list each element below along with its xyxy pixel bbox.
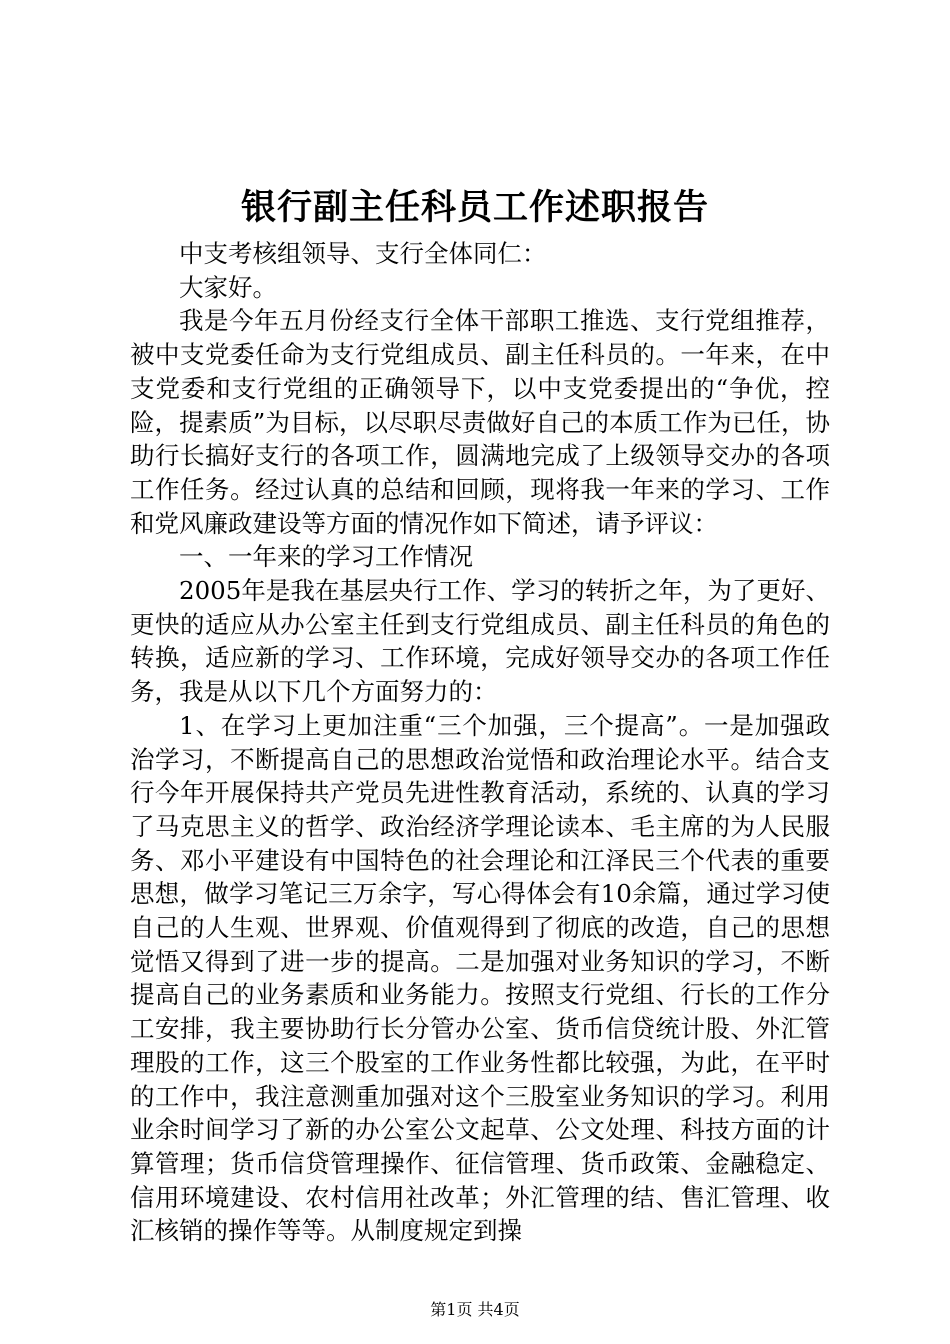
body-paragraph: 我是今年五月份经支行全体干部职工推选、支行党组推荐，被中支党委任命为支行党组成员、副主任科员的。一年来，在中支党委和支行党组的正确领导下，以中支党委提出的“争优，控险，提素质”为目标，以尽职尽责做好自己的本质工作为已任，协助行长搞好支行的各项工作，圆满地完成了上级领导交办的各项工作任务。经过认真的总结和回顾，现将我一年来的学习、工作和党风廉政建设等方面的情况作如下简述，请予评议：: [130, 306, 830, 538]
page-footer: 第1页 共4页: [430, 1300, 520, 1319]
body-paragraph: 2005年是我在基层央行工作、学习的转折之年，为了更好、更快的适应从办公室主任到支行党组成员、副主任科员的角色的转换，适应新的学习、工作环境，完成好领导交办的各项工作任务，我是从以下几个方面努力的：: [130, 576, 830, 707]
salutation: 中支考核组领导、支行全体同仁：: [179, 239, 547, 268]
greeting: 大家好。: [179, 272, 277, 302]
document-body: [130, 237, 830, 1248]
document-title: 银行副主任科员工作述职报告: [240, 187, 709, 228]
body-paragraph: 1、在学习上更加注重“三个加强，三个提高”。一是加强政治学习，不断提高自己的思想政治觉悟和政治理论水平。结合支行今年开展保持共产党员先进性教育活动，系统的、认真的学习了马克思主义的哲学、政治经济学理论读本、毛主席的为人民服务、邓小平建设有中国特色的社会理论和江泽民三个代表的重要思想，做学习笔记三万余字，写心得体会有10余篇，通过学习使自己的人生观、世界观、价值观得到了彻底的改造，自己的思想觉悟又得到了进一步的提高。二是加强对业务知识的学习，不断提高自己的业务素质和业务能力。按照支行党组、行长的工作分工安排，我主要协助行长分管办公室、货币信贷统计股、外汇管理股的工作，这三个股室的工作业务性都比较强，为此，在平时的工作中，我注意测重加强对这个三股室业务知识的学习。利用业余时间学习了新的办公室公文起草、公文处理、科技方面的计算管理；货币信贷管理操作、征信管理、货币政策、金融稳定、信用环境建设、农村信用社改革；外汇管理的结、售汇管理、收汇核销的操作等等。从制度规定到操: [130, 710, 830, 1246]
section-heading: 一、一年来的学习工作情况: [179, 542, 473, 572]
